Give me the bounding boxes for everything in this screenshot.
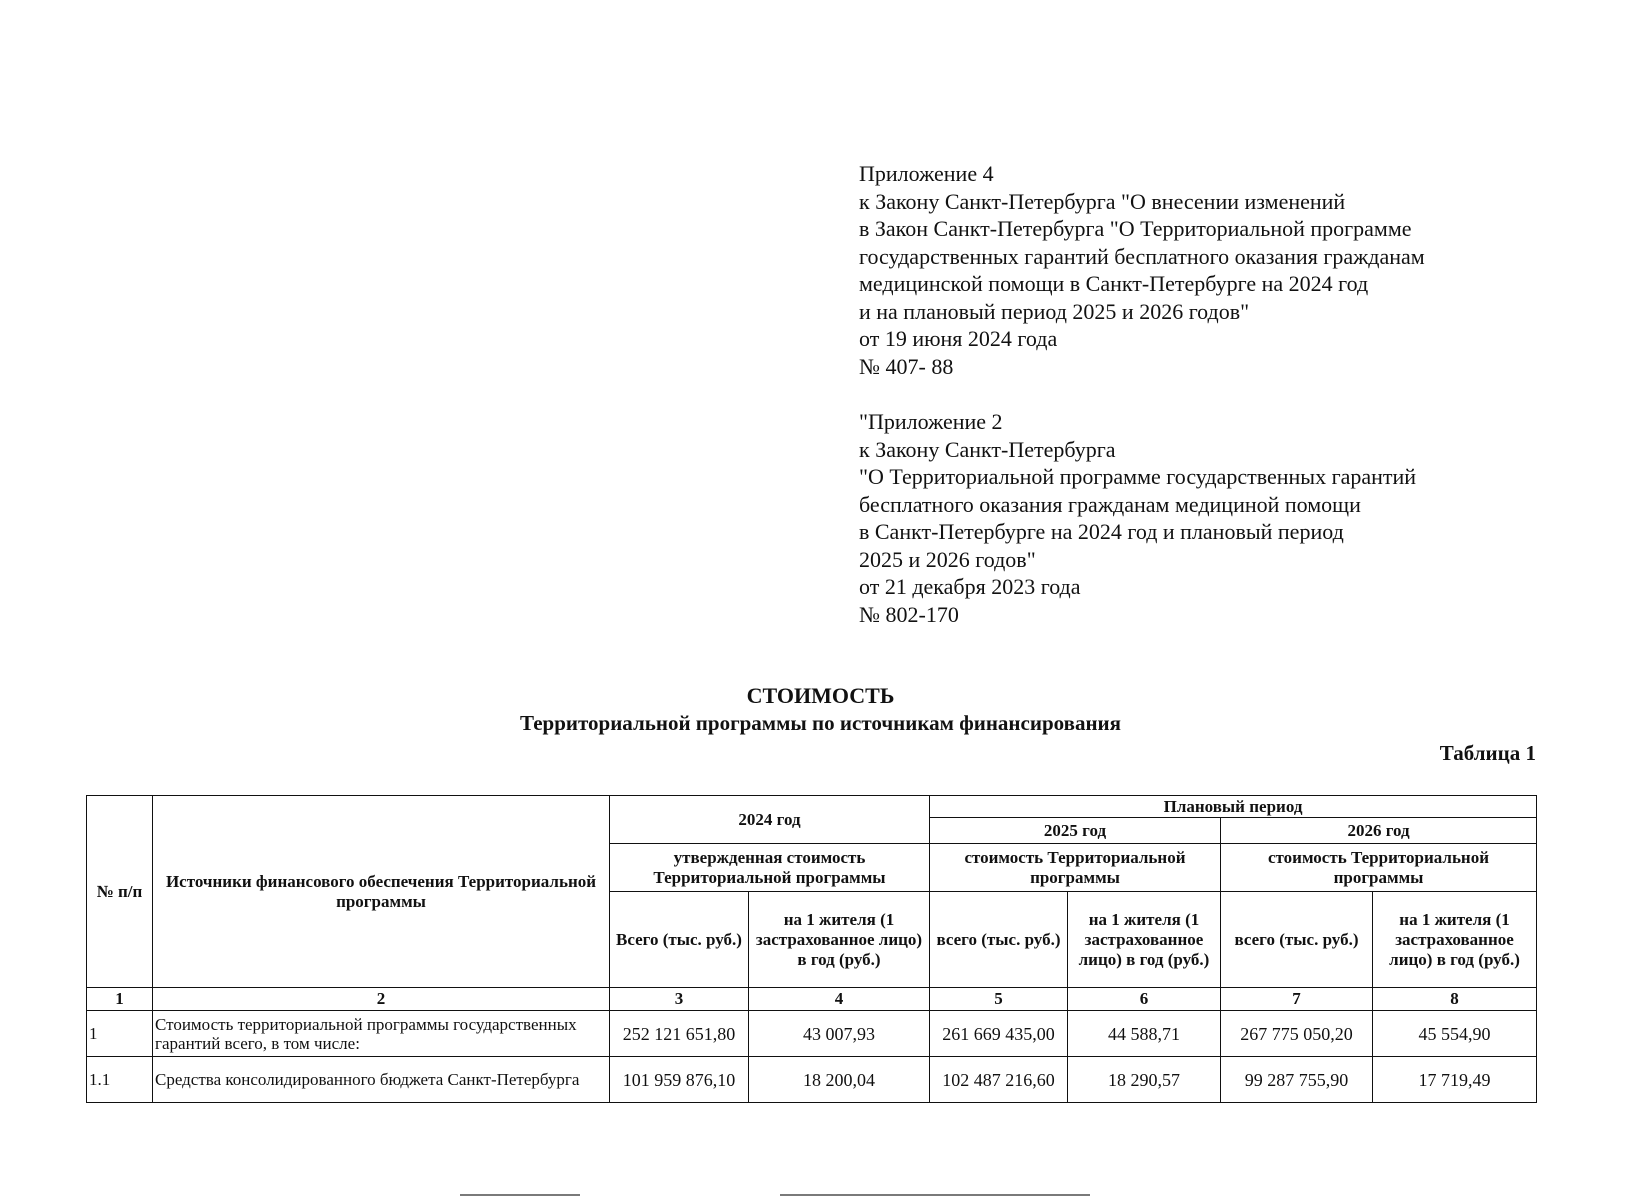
- column-number: 4: [749, 988, 930, 1011]
- appendix-line: и на плановый период 2025 и 2026 годов": [859, 298, 1250, 324]
- header-cost-2025: стоимость Территориальной программы: [930, 844, 1221, 892]
- row-per-capita-2026: 45 554,90: [1373, 1011, 1537, 1057]
- column-number: 5: [930, 988, 1068, 1011]
- row-index: 1: [87, 1011, 153, 1057]
- row-total-2026: 99 287 755,90: [1221, 1057, 1373, 1103]
- column-number: 6: [1068, 988, 1221, 1011]
- header-year-2024: 2024 год: [610, 796, 930, 844]
- header-planned-period: Плановый период: [930, 796, 1537, 818]
- column-number: 7: [1221, 988, 1373, 1011]
- appendix-line: Приложение 4: [859, 161, 994, 186]
- column-number: 3: [610, 988, 749, 1011]
- appendix-line: в Санкт-Петербурге на 2024 год и плановый период: [859, 519, 1344, 544]
- header-year-2025: 2025 год: [930, 818, 1221, 844]
- appendix-date: от 19 июня 2024 года: [859, 326, 1058, 351]
- row-per-capita-2025: 18 290,57: [1068, 1057, 1221, 1103]
- row-total-2024: 101 959 876,10: [610, 1057, 749, 1103]
- header-row: [87, 796, 1537, 818]
- column-number: 2: [153, 988, 610, 1011]
- header-source: Источники финансового обеспечения Территориальной программы: [153, 796, 610, 988]
- appendix-header: [859, 160, 1579, 628]
- row-index: 1.1: [87, 1057, 153, 1103]
- scan-artifact: [780, 1194, 1090, 1196]
- appendix-line: бесплатного оказания гражданам медициной помощи: [859, 491, 1361, 517]
- row-per-capita-2024: 18 200,04: [749, 1057, 930, 1103]
- header-approved-cost: утвержденная стоимость Территориальной программы: [610, 844, 930, 892]
- row-total-2025: 261 669 435,00: [930, 1011, 1068, 1057]
- header-total-2026: всего (тыс. руб.): [1221, 892, 1373, 988]
- table-row: [87, 1057, 1537, 1103]
- row-total-2025: 102 487 216,60: [930, 1057, 1068, 1103]
- row-total-2026: 267 775 050,20: [1221, 1011, 1373, 1057]
- row-total-2024: 252 121 651,80: [610, 1011, 749, 1057]
- header-num: № п/п: [87, 796, 153, 988]
- row-source-name: Средства консолидированного бюджета Санкт-Петербурга: [153, 1057, 610, 1103]
- document-title: СТОИМОСТЬ: [746, 683, 895, 708]
- appendix-2-block: [859, 408, 1579, 628]
- appendix-4-block: [859, 160, 1579, 380]
- document-subtitle: Территориальной программы по источникам финансирования: [519, 711, 1122, 735]
- row-per-capita-2026: 17 719,49: [1373, 1057, 1537, 1103]
- header-per-capita-2026: на 1 жителя (1 застрахованное лицо) в год (руб.): [1373, 892, 1537, 988]
- row-source-name: Стоимость территориальной программы государственных гарантий всего, в том числе:: [153, 1011, 610, 1057]
- appendix-line: государственных гарантий бесплатного оказания гражданам: [859, 243, 1425, 269]
- column-number: 8: [1373, 988, 1537, 1011]
- appendix-line: к Закону Санкт-Петербурга: [859, 436, 1116, 462]
- table-row: [87, 1011, 1537, 1057]
- header-total-2025: всего (тыс. руб.): [930, 892, 1068, 988]
- header-cost-2026: стоимость Территориальной программы: [1221, 844, 1537, 892]
- appendix-line: в Закон Санкт-Петербурга "О Территориальной программе: [859, 216, 1412, 241]
- appendix-line: медицинской помощи в Санкт-Петербурге на 2024 год: [859, 271, 1369, 296]
- scan-artifact: [460, 1194, 580, 1196]
- header-year-2026: 2026 год: [1221, 818, 1537, 844]
- row-per-capita-2025: 44 588,71: [1068, 1011, 1221, 1057]
- cost-table: [86, 795, 1537, 1103]
- appendix-date: от 21 декабря 2023 года: [859, 574, 1081, 599]
- appendix-line: к Закону Санкт-Петербурга "О внесении изменений: [859, 188, 1346, 214]
- appendix-line: "О Территориальной программе государственных гарантий: [859, 464, 1417, 489]
- table-label: Таблица 1: [1439, 741, 1536, 765]
- row-per-capita-2024: 43 007,93: [749, 1011, 930, 1057]
- header-per-capita-2024: на 1 жителя (1 застрахованное лицо) в год (руб.): [749, 892, 930, 988]
- header-per-capita-2025: на 1 жителя (1 застрахованное лицо) в год (руб.): [1068, 892, 1221, 988]
- appendix-number: № 802-170: [859, 601, 959, 627]
- column-number-row: [87, 988, 1537, 1011]
- header-total-2024: Всего (тыс. руб.): [610, 892, 749, 988]
- appendix-number: № 407- 88: [859, 353, 954, 379]
- appendix-line: 2025 и 2026 годов": [859, 546, 1036, 572]
- appendix-line: "Приложение 2: [859, 409, 1003, 434]
- column-number: 1: [87, 988, 153, 1011]
